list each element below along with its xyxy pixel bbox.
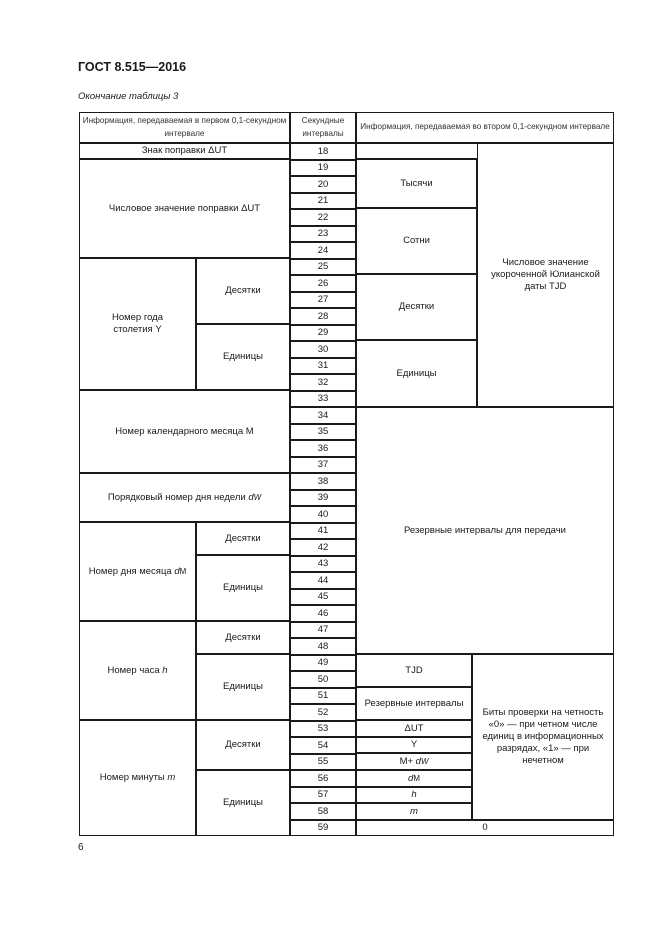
hour-units-cell: Единицы xyxy=(196,654,290,720)
reserved-cell: Резервные интервалы xyxy=(356,687,472,720)
page-number: 6 xyxy=(78,842,84,853)
zero-cell: 0 xyxy=(356,820,614,836)
year-cell: Номер года столетия Y xyxy=(79,258,196,390)
dm-bit-cell xyxy=(356,770,472,787)
year-tens-cell: Десятки xyxy=(196,258,290,324)
second-interval-cell: 47 xyxy=(290,622,356,638)
minute-tens-cell: Десятки xyxy=(196,720,290,770)
parity-cell: Биты проверки на четность «0» — при четном числе единиц в информационных разрядах, «1» — при нечетном xyxy=(472,654,614,820)
dm-subscript: M xyxy=(413,773,420,783)
sign-dut-cell: Знак поправки ΔUT xyxy=(79,143,290,159)
m-bit-cell xyxy=(356,803,472,820)
second-interval-cell: 55 xyxy=(290,754,356,770)
second-interval-cell: 59 xyxy=(290,820,356,836)
hour-label: Номер часа xyxy=(107,664,160,676)
day-label: Номер дня месяца xyxy=(88,565,172,577)
second-interval-cell: 31 xyxy=(290,358,356,374)
m-plus-dw-bit-cell xyxy=(356,753,472,770)
table-caption: Окончание таблицы 3 xyxy=(78,91,179,102)
second-interval-cell: 19 xyxy=(290,160,356,176)
dm-symbol: d xyxy=(408,772,414,784)
dut-value-cell: Числовое значение поправки ΔUT xyxy=(79,159,290,258)
second-interval-cell: 27 xyxy=(290,292,356,308)
second-interval-cell: 58 xyxy=(290,803,356,820)
document-title: ГОСТ 8.515—2016 xyxy=(78,60,187,74)
hour-tens-cell: Десятки xyxy=(196,621,290,654)
col-header-seconds: Секундные интервалы xyxy=(290,112,356,143)
y-bit-cell: Y xyxy=(356,737,472,753)
col-header-second: Информация, передаваемая во втором 0,1-секундном интервале xyxy=(356,112,614,143)
weekday-subscript: W xyxy=(253,492,262,502)
second-interval-cell: 54 xyxy=(290,737,356,754)
second-interval-cell: 46 xyxy=(290,605,356,622)
h-bit-cell xyxy=(356,787,472,803)
year-units-cell: Единицы xyxy=(196,324,290,390)
dut-bit-cell: ΔUT xyxy=(356,720,472,737)
minute-symbol: m xyxy=(167,772,176,784)
col-header-first: Информация, передаваемая в первом 0,1-секундном интервале xyxy=(79,112,290,143)
m-plus-d-symbol: d xyxy=(415,755,421,767)
second-interval-cell: 34 xyxy=(290,407,356,424)
tjd-bit-cell: TJD xyxy=(356,654,472,687)
second-interval-cell: 50 xyxy=(290,671,356,688)
weekday-cell xyxy=(79,473,290,522)
day-subscript: M xyxy=(179,566,187,576)
second-interval-cell: 35 xyxy=(290,424,356,440)
second-interval-cell: 29 xyxy=(290,325,356,341)
minute-units-cell: Единицы xyxy=(196,770,290,836)
tjd-thousands-cell: Тысячи xyxy=(356,159,477,208)
tjd-tens-cell: Десятки xyxy=(356,274,477,340)
day-units-cell: Единицы xyxy=(196,555,290,621)
tjd-value-cell: Числовое значение укороченной Юлианской даты TJD xyxy=(477,143,614,407)
second-interval-cell: 53 xyxy=(290,721,356,737)
day-cell xyxy=(79,522,196,621)
second-interval-cell: 37 xyxy=(290,457,356,473)
second-interval-cell: 24 xyxy=(290,242,356,259)
second-interval-cell: 21 xyxy=(290,193,356,209)
minute-cell xyxy=(79,720,196,836)
h-symbol: h xyxy=(411,789,417,801)
second-interval-cell: 42 xyxy=(290,539,356,556)
second-interval-cell: 56 xyxy=(290,770,356,787)
weekday-label: Порядковый номер дня недели xyxy=(107,491,246,503)
tjd-units-cell: Единицы xyxy=(356,340,477,407)
tjd-hundreds-cell: Сотни xyxy=(356,208,477,274)
second-interval-cell: 18 xyxy=(290,143,356,160)
reserved-transfer-cell: Резервные интервалы для передачи xyxy=(356,407,614,654)
second-interval-cell: 26 xyxy=(290,275,356,292)
second-interval-cell: 43 xyxy=(290,556,356,572)
second-interval-cell: 23 xyxy=(290,226,356,242)
second-interval-cell: 38 xyxy=(290,473,356,490)
second-interval-cell: 57 xyxy=(290,787,356,803)
second-interval-cell: 22 xyxy=(290,209,356,226)
minute-label: Номер минуты xyxy=(99,772,165,784)
m-plus-subscript: W xyxy=(420,756,429,766)
day-tens-cell: Десятки xyxy=(196,522,290,555)
second-interval-cell: 45 xyxy=(290,589,356,605)
second-interval-cell: 44 xyxy=(290,572,356,589)
second-interval-cell: 30 xyxy=(290,341,356,358)
weekday-symbol: d xyxy=(248,491,254,503)
second-interval-cell: 48 xyxy=(290,638,356,655)
second-interval-cell: 40 xyxy=(290,506,356,523)
second-interval-cell: 28 xyxy=(290,308,356,325)
m-symbol: m xyxy=(410,805,418,817)
second-interval-cell: 20 xyxy=(290,176,356,193)
day-symbol: d xyxy=(174,565,180,577)
second-interval-cell: 39 xyxy=(290,490,356,506)
second-interval-cell: 25 xyxy=(290,259,356,275)
second-interval-cell: 33 xyxy=(290,391,356,407)
second-interval-cell: 51 xyxy=(290,688,356,704)
hour-cell xyxy=(79,621,196,720)
month-cell: Номер календарного месяца M xyxy=(79,390,290,473)
m-plus-label: M+ xyxy=(399,755,414,767)
second-interval-cell: 49 xyxy=(290,655,356,671)
second-interval-cell: 32 xyxy=(290,374,356,391)
second-interval-cell: 41 xyxy=(290,523,356,539)
hour-symbol: h xyxy=(162,664,168,676)
second-interval-cell: 36 xyxy=(290,440,356,457)
second-interval-cell: 52 xyxy=(290,704,356,721)
